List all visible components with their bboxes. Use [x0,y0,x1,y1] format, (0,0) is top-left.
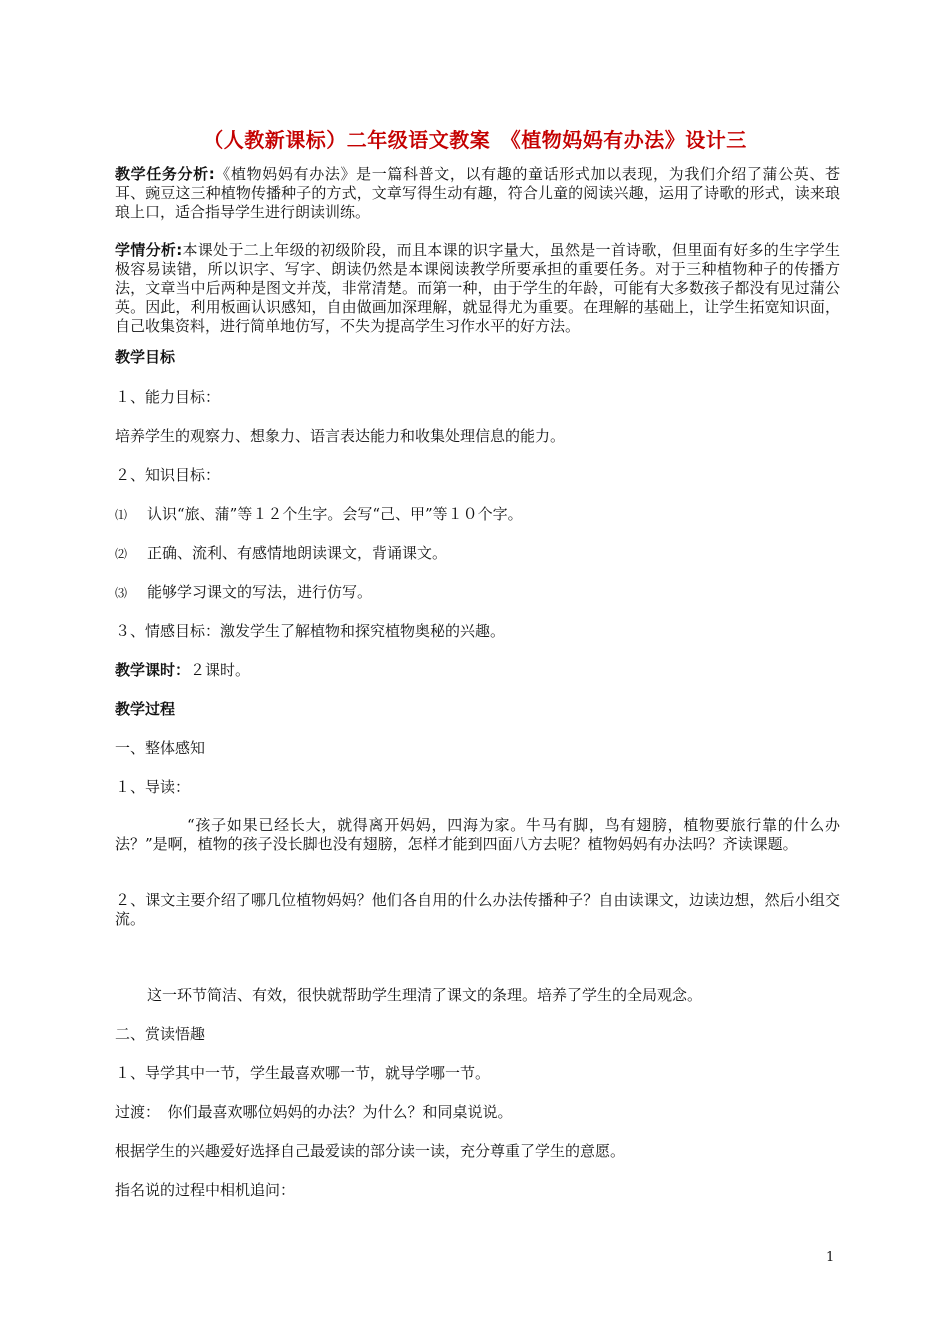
guide-label: １、导读： [115,778,191,796]
page-title: （人教新课标）二年级语文教案 《植物妈妈有办法》设计三 [203,128,747,152]
transition-paragraph: 过渡： 你们最喜欢哪位妈妈的办法？为什么？和同桌说说。 [115,1103,513,1121]
ability-goal-text: 培养学生的观察力、想象力、语言表达能力和收集处理信息的能力。 [115,427,566,445]
step-two-paragraph: ２、课文主要介绍了哪几位植物妈妈？他们各自用的什么办法传播种子？自由读课文，边读边想，然后小组交流。 [115,891,840,928]
class-hours [115,661,840,680]
knowledge-item-number: ⑵ [115,547,128,561]
goals-heading: 教学目标 [115,348,176,366]
emotion-goal: ３、情感目标：激发学生了解植物和探究植物奥秘的兴趣。 [115,622,506,640]
knowledge-item-text: 能够学习课文的写法，进行仿写。 [147,583,373,601]
section-heading: 一、整体感知 [115,739,206,757]
task-analysis-label: 教学任务分析: [115,165,215,183]
student-analysis-text: 本课处于二上年级的初级阶段，而且本课的识字量大，虽然是一首诗歌，但里面有好多的生字学生极容易读错，所以识字、写字、朗读仍然是本课阅读教学所要承担的重要任务。对于三种植物种子的传播方法，文章当中后两种是图文并茂，非常清楚。而第一种，由于学生的年龄，可能有大多数孩子都没有见过蒲公英。因此，利用板画认识感知，自由做画加深理解，就显得尤为重要。在理解的基础上，让学生拓宽知识面，自己收集资料，进行简单地仿写，不失为提高学生习作水平的好方法。 [115,241,841,335]
class-hours-value: ２课时。 [190,661,251,679]
ability-goal-label: １、能力目标： [115,388,221,406]
choose-paragraph: 根据学生的兴趣爱好选择自己最爱读的部分读一读，充分尊重了学生的意愿。 [115,1142,626,1160]
section-two-step-one: １、导学其中一节，学生最喜欢哪一节，就导学哪一节。 [115,1064,491,1082]
knowledge-item-text: 认识“旅、蒲”等１２个生字。会写“己、甲”等１０个字。 [147,505,523,523]
class-hours-label: 教学课时： [115,661,191,679]
comment-paragraph: 这一环节简洁、有效，很快就帮助学生理清了课文的条理。培养了学生的全局观念。 [147,986,703,1004]
knowledge-item-number: ⑴ [115,508,128,522]
task-analysis-paragraph [115,165,840,222]
knowledge-item-number: ⑶ [115,586,128,600]
process-heading: 教学过程 [115,700,176,718]
knowledge-item [115,505,840,525]
task-analysis-text: 《植物妈妈有办法》是一篇科普文，以有趣的童话形式加以表现，为我们介绍了蒲公英、苍耳、豌豆这三种植物传播种子的方式，文章写得生动有趣，符合儿童的阅读兴趣，运用了诗歌的形式，读来琅琅上口，适合指导学生进行朗读训练。 [115,165,840,221]
knowledge-goal-label: ２、知识目标： [115,466,221,484]
section-heading: 二、赏读悟趣 [115,1025,206,1043]
student-analysis-label: 学情分析: [115,241,183,259]
knowledge-item-text: 正确、流利、有感情地朗读课文，背诵课文。 [147,544,448,562]
guide-text: “孩子如果已经长大，就得离开妈妈，四海为家。牛马有脚，鸟有翅膀，植物要旅行靠的什么办法？”是啊，植物的孩子没长脚也没有翅膀，怎样才能到四面八方去呢？植物妈妈有办法吗？齐读课题。 [115,816,840,853]
page-number: 1 [826,1250,835,1265]
knowledge-item [115,544,840,564]
knowledge-item [115,583,840,603]
student-analysis-paragraph [115,241,840,336]
ask-paragraph: 指名说的过程中相机追问： [115,1181,296,1199]
